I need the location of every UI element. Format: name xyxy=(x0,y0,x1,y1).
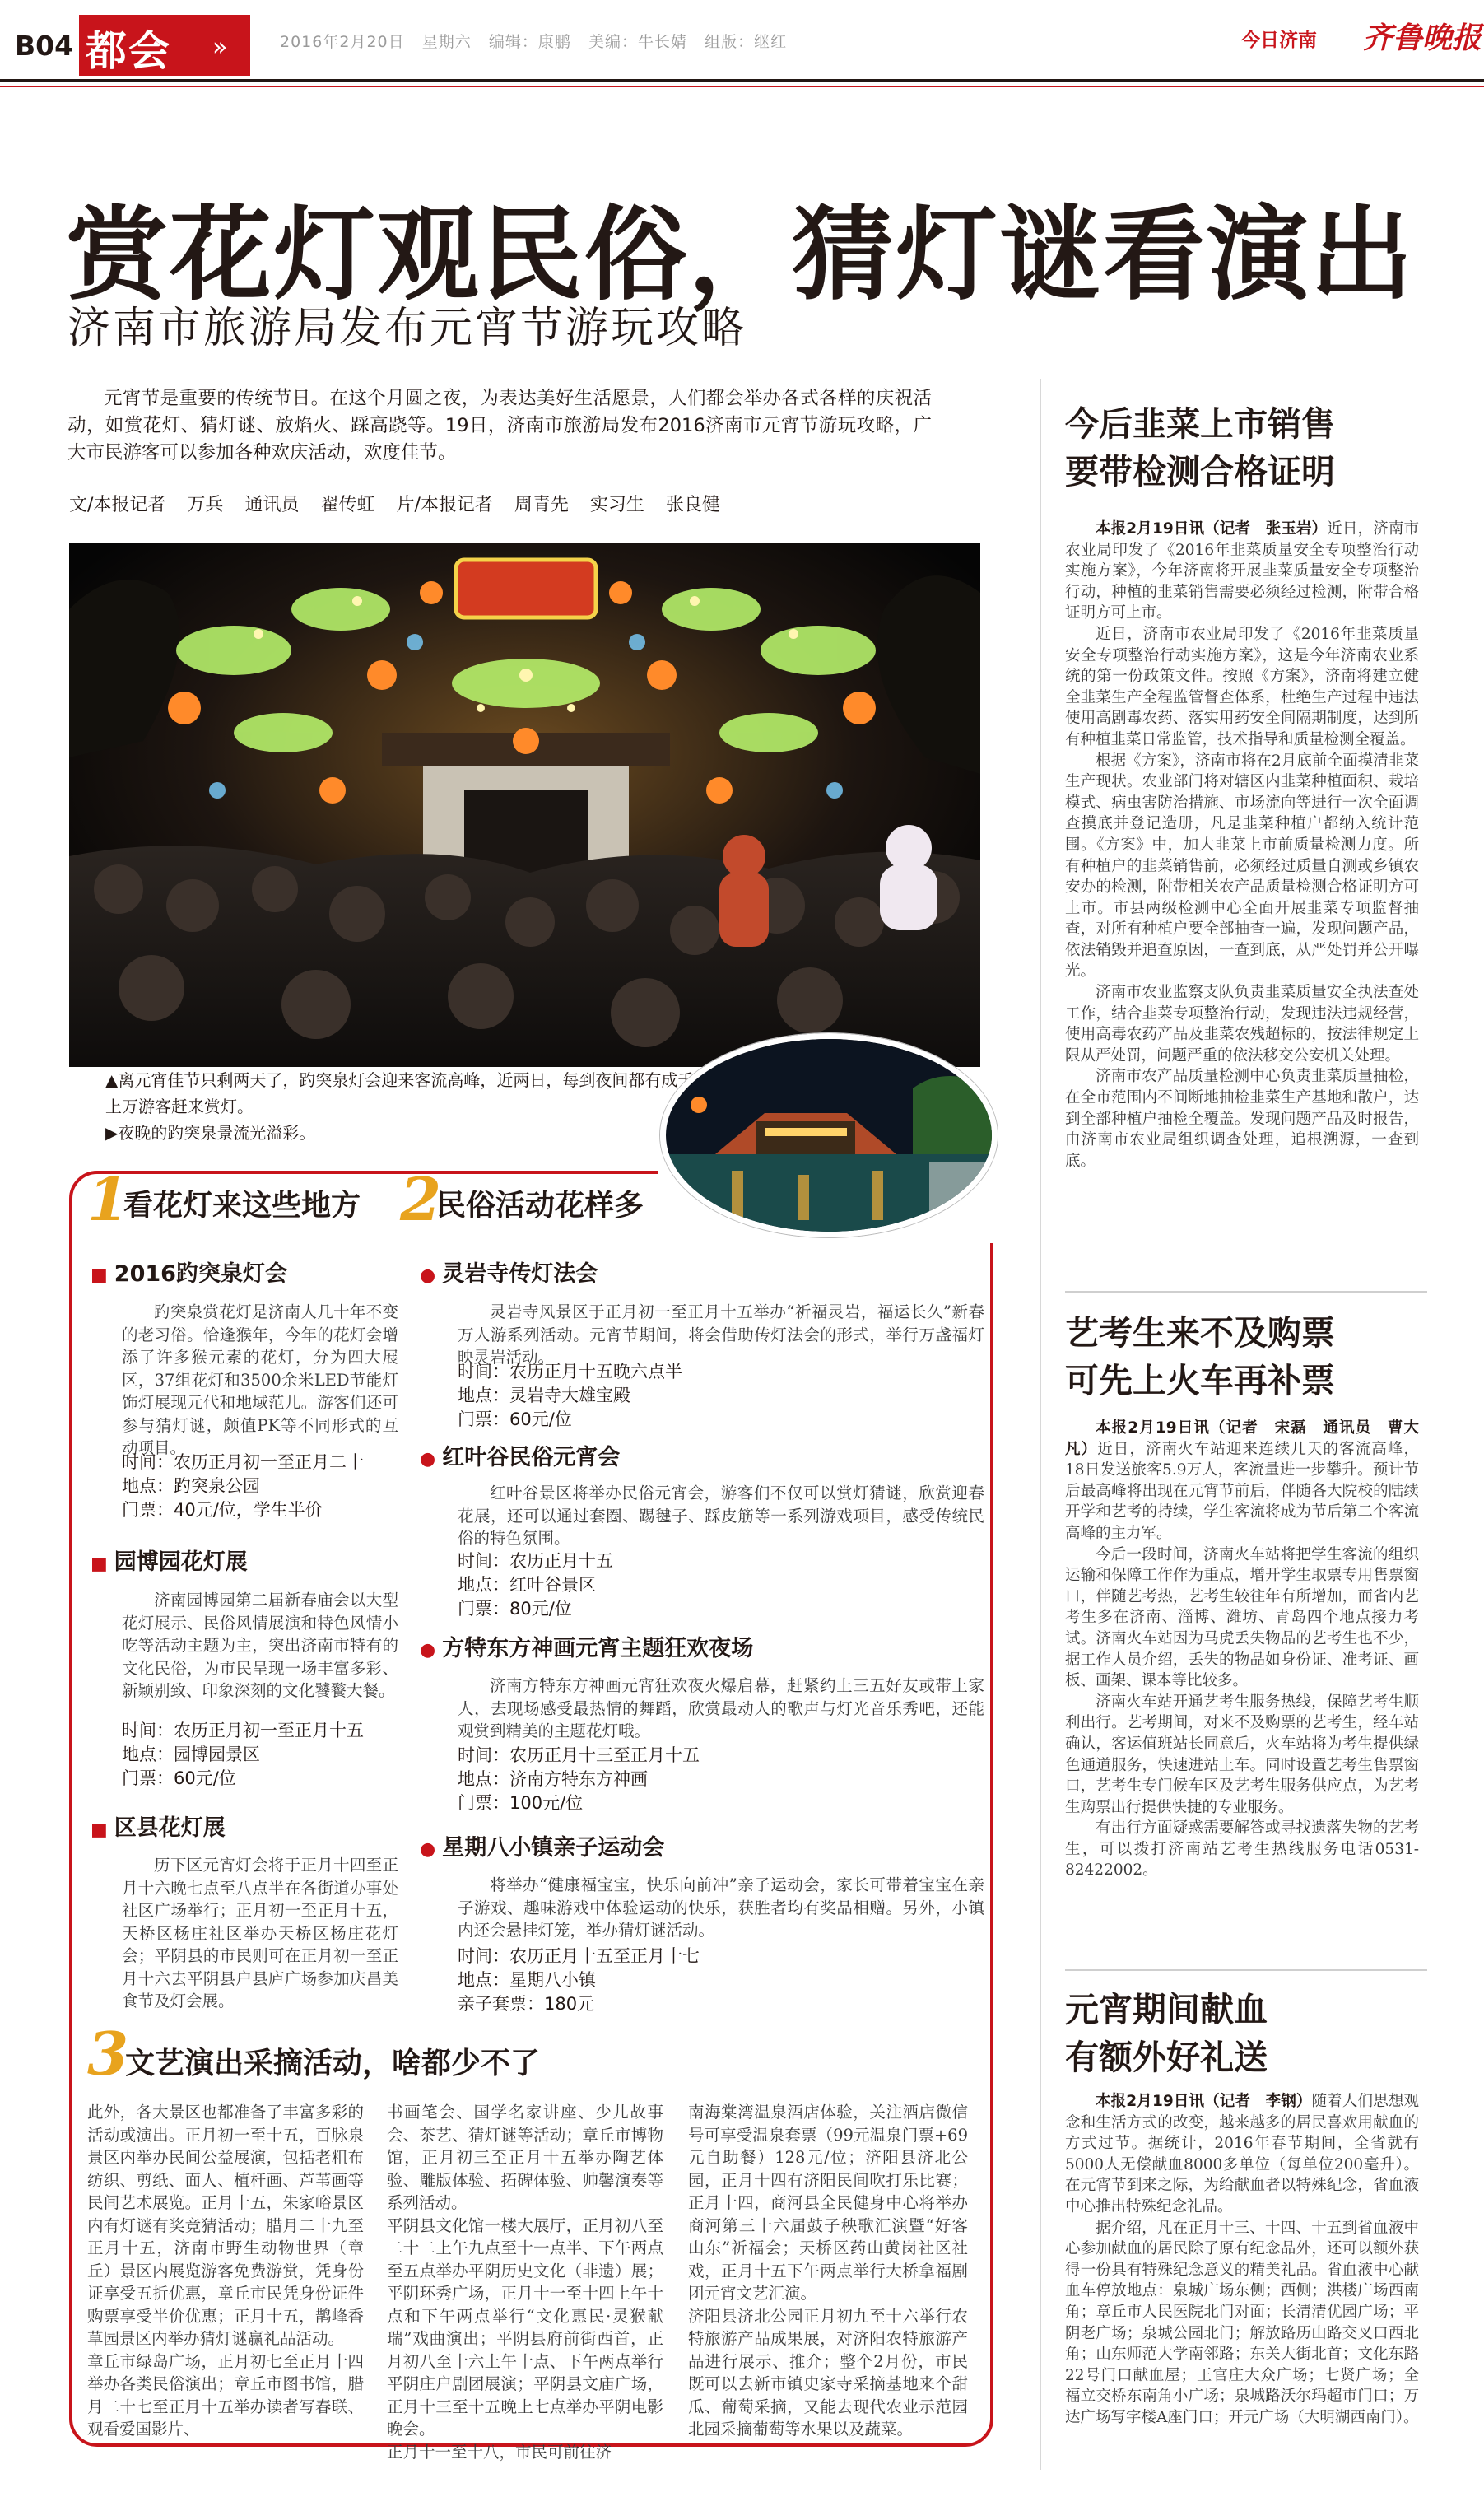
item-ticket: 门票：100元/位 xyxy=(458,1793,584,1813)
item-title-text: 红叶谷民俗元宵会 xyxy=(442,1445,621,1470)
section-number: 1 xyxy=(87,1164,129,1234)
title-line: 元宵期间献血 xyxy=(1065,1990,1268,2029)
item-body-text: 将举办“健康福宝宝，快乐向前冲”亲子运动会，家长可带着宝宝在亲子游戏、趣味游戏中体验运动的快乐，获胜者均有奖品相赠。另外，小镇内还会悬挂灯笼，举办猜灯谜活动。 xyxy=(458,1875,984,1940)
item-body xyxy=(458,1301,984,1369)
headline: 赏花灯观民俗，猜灯谜看演出 xyxy=(66,196,1415,314)
item-body-text: 济南园博园第二届新春庙会以大型花灯展示、民俗风情展演和特色风情小吃等活动主题为主，突出济南市特有的文化民俗，为市民呈现一场丰富多彩、新颖别致、印象深刻的文化饕餮大餐。 xyxy=(122,1591,398,1700)
item-title-text: 方特东方神画元宵主题狂欢夜场 xyxy=(442,1636,754,1661)
right-story-1-title xyxy=(1065,400,1335,496)
paragraph: 济南市农产品质量检测中心负责韭菜质量抽检，在全市范围内不间断地抽检韭菜生产基地和散户，达到全部种植户抽检全覆盖。发现问题产品及时报告，由济南市农业局组织调查处理，追根溯源，一查到底。 xyxy=(1065,1068,1419,1170)
header-rule xyxy=(0,79,1484,82)
right-story-3-body xyxy=(1065,2091,1419,2429)
item-title xyxy=(420,1630,753,1662)
paragraph: 随着人们思想观念和生活方式的改变，越来越多的居民喜欢用献血的方式过节。据统计，2016年春节期间，全省就有5000人无偿献血8000多单位（每单位200毫升）。在元宵节到来之际，为给献血者以特殊纪念，省血液中心推出特殊纪念礼品。 xyxy=(1065,2093,1419,2215)
item-body-text: 历下区元宵灯会将于正月十四至正月十六晚七点至八点半在各街道办事处社区广场举行；正月初一至正月十五，天桥区杨庄社区举办天桥区杨庄花灯会；平阴县的市民则可在正月初一至正月十六去平阴县户县庐广场参加庆昌美食节及灯会展。 xyxy=(122,1856,398,2010)
paragraph: 今后一段时间，济南火车站将把学生客流的组织运输和保障工作作为重点，增开学生取票专用售票窗口，伴随艺考热，艺考生较往年有所增加，而省内艺考生多在济南、淄博、潍坊、青岛四个地点接力考试。济南火车站因为马虎丢失物品的艺考生也不少，据工作人员介绍，丢失的物品如身份证、准考证、画板、画架、课本等比较多。 xyxy=(1065,1545,1419,1690)
byline-part: 文/本报记者 xyxy=(69,495,166,515)
item-details xyxy=(458,1945,700,2016)
section-title: 民俗活动花样多 xyxy=(436,1189,644,1223)
item-body xyxy=(458,1874,984,1942)
item-body xyxy=(122,1854,398,2013)
item-title-text: 星期八小镇亲子运动会 xyxy=(442,1835,665,1861)
dot-bullet-icon: ● xyxy=(420,1640,436,1661)
item-place: 地点：红叶谷景区 xyxy=(458,1575,596,1595)
title-line: 要带检测合格证明 xyxy=(1065,452,1335,491)
square-bullet-icon: ■ xyxy=(91,1554,108,1574)
inset-caption: ▶夜晚的趵突泉景流光溢彩。 xyxy=(105,1123,316,1143)
item-title xyxy=(91,1544,248,1576)
issue-date: 2016年2月20日 xyxy=(280,33,405,51)
baotu-spring-night-photo xyxy=(660,1033,998,1237)
section3-col-1: 此外，各大景区也都准备了丰富多彩的活动或演出。正月初一至十五，百脉泉景区内举办民间公益展演，包括老粗布纺织、剪纸、面人、植杆画、芦苇画等民间艺术展览。正月十五，朱家峪景区内有灯谜有奖竞猜活动；腊月二十九至正月十五，济南市野生动物世界（章丘）景区内展览游客免费游赏，凭身份证享受五折优惠，章丘市民凭身份证件购票享受半价优惠；正月十五，鹊峰香草园景区内举办猜灯谜赢礼品活动。 章丘市绿岛广场，正月初七至正月十四举办各类民俗演出；章丘市图书馆，腊月二十七至正月十五举办读者写春联、观看爱国影片、 xyxy=(87,2103,364,2439)
section-number: 3 xyxy=(87,2019,129,2089)
right-story-2-title xyxy=(1065,1309,1335,1405)
item-time: 时间：农历正月初一至正月十五 xyxy=(122,1721,364,1740)
title-line: 有额外好礼送 xyxy=(1065,2038,1268,2077)
item-title-text: 2016趵突泉灯会 xyxy=(114,1261,287,1287)
item-body-text: 红叶谷景区将举办民俗元宵会，游客们不仅可以赏灯猜谜，欣赏迎春花展，还可以通过套圈、踢毽子、踩皮筋等一系列游戏项目，感受传统民俗的特色氛围。 xyxy=(458,1484,984,1548)
issue-layout: 组版：继红 xyxy=(705,33,788,51)
item-title xyxy=(420,1256,598,1288)
double-chevron-icon: » xyxy=(212,33,228,62)
item-title xyxy=(420,1439,620,1471)
story-separator xyxy=(1065,1291,1427,1293)
item-time: 时间：农历正月初一至正月二十 xyxy=(122,1452,364,1472)
story-separator xyxy=(1065,1969,1427,1971)
subheadline: 济南市旅游局发布元宵节游玩攻略 xyxy=(67,304,747,353)
item-details xyxy=(122,1451,364,1522)
section-title: 文艺演出采摘活动，啥都少不了 xyxy=(125,2047,541,2080)
item-time: 时间：农历正月十五至正月十七 xyxy=(458,1946,700,1966)
issue-editor: 编辑：康鹏 xyxy=(488,33,571,51)
item-body xyxy=(458,1482,984,1550)
item-title-text: 园博园花灯展 xyxy=(114,1549,248,1575)
byline-part: 万兵 xyxy=(187,495,224,515)
section-title: 看花灯来这些地方 xyxy=(123,1189,361,1223)
lantern-festival-photo xyxy=(69,543,980,1067)
item-details xyxy=(458,1549,613,1621)
item-place: 地点：济南方特东方神画 xyxy=(458,1769,648,1789)
dateline: 本报2月19日讯（记者 宋磊 通讯员 曹大凡） xyxy=(1065,1419,1419,1458)
column-rule xyxy=(1040,379,1041,2470)
right-story-3-title xyxy=(1065,1986,1268,2081)
right-story-1-body xyxy=(1065,519,1419,1172)
paragraph: 有出行方面疑惑需要解答或寻找遗落失物的艺考生，可以拨打济南站艺考生热线服务电话0531-82422002。 xyxy=(1065,1819,1419,1880)
issue-meta xyxy=(280,30,787,52)
dateline: 本报2月19日讯（记者 李钢） xyxy=(1096,2093,1312,2110)
item-details xyxy=(458,1360,682,1432)
column-name: 今日济南 xyxy=(1241,30,1317,51)
byline-part: 翟传虹 xyxy=(320,495,375,515)
paragraph: 济南市农业监察支队负责韭菜质量安全执法查处工作，结合韭菜专项整治行动，发现违法违规经营，使用高毒农药产品及韭菜农残超标的，按法律规定上限从严处罚，问题严重的依法移交公安机关处理。 xyxy=(1065,984,1419,1064)
item-body xyxy=(122,1301,398,1460)
paragraph: 根据《方案》，济南市将在2月底前全面摸清韭菜生产现状。农业部门将对辖区内韭菜种植面积、栽培模式、病虫害防治措施、市场流向等进行一次全面调查摸底并登记造册，凡是韭菜种植户都纳入统计范围。《方案》中，加大韭菜上市前质量检测力度。所有种植户的韭菜销售前，必须经过质量自测或乡镇农安办的检测，附带相关农产品质量检测合格证明方可上市。市县两级检测中心全面开展韭菜专项监督抽查，对所有种植户要全部抽查一遍，发现问题产品，依法销毁并追查原因，一查到底，从严处罚并公开曝光。 xyxy=(1065,752,1419,981)
item-place: 地点：灵岩寺大雄宝殿 xyxy=(458,1386,630,1405)
item-title-text: 灵岩寺传灯法会 xyxy=(442,1261,598,1287)
byline-part: 周青先 xyxy=(514,495,569,515)
item-time: 时间：农历正月十五晚六点半 xyxy=(458,1362,682,1381)
lantern-festival-illustration xyxy=(69,543,980,1067)
item-title-text: 区县花灯展 xyxy=(114,1815,226,1841)
square-bullet-icon: ■ xyxy=(91,1265,108,1286)
item-body xyxy=(458,1675,984,1743)
item-title xyxy=(420,1829,664,1861)
item-title xyxy=(91,1256,287,1288)
item-time: 时间：农历正月十三至正月十五 xyxy=(458,1745,700,1765)
photo-caption: ▲离元宵佳节只剩两天了，趵突泉灯会迎来客流高峰，近两日，每到夜间都有成千上万游客赶来赏灯。 xyxy=(105,1070,695,1116)
square-bullet-icon: ■ xyxy=(91,1819,108,1840)
page-number: B04 xyxy=(15,30,74,62)
byline-part: 张良健 xyxy=(665,495,720,515)
paragraph: 济南火车站开通艺考生服务热线，保障艺考生顺利出行。艺考期间，对来不及购票的艺考生，经车站确认，客运值班站长同意后，火车站将为考生提供绿色通道服务，快速进站上车。同时设置艺考生售票窗口，艺考生专门候车区及艺考生服务供应点，为艺考生购票出行提供快捷的专业服务。 xyxy=(1065,1693,1419,1816)
title-line: 今后韭菜上市销售 xyxy=(1065,404,1335,444)
dot-bullet-icon: ● xyxy=(420,1449,436,1470)
item-body xyxy=(122,1589,398,1703)
paragraph: 近日，济南市农业局印发了《2016年韭菜质量安全专项整治行动实施方案》，这是今年济南农业系统的第一份政策文件。按照《方案》，济南将建立健全韭菜生产全程监管督查体系，杜绝生产过程中违法使用高剧毒农药、落实用药安全间隔期制度，达到所有种植韭菜日常监管，技术指导和质量检测全覆盖。 xyxy=(1065,625,1419,748)
item-body-text: 灵岩寺风景区于正月初一至正月十五举办“祈福灵岩，福运长久”新春万人游系列活动。元宵节期间，将会借助传灯法会的形式，举行万盏福灯映灵岩活动。 xyxy=(458,1302,984,1367)
item-place: 地点：趵突泉公园 xyxy=(122,1476,260,1496)
byline-part: 实习生 xyxy=(589,495,644,515)
byline-part: 片/本报记者 xyxy=(396,495,493,515)
item-details xyxy=(122,1719,364,1791)
title-line: 可先上火车再补票 xyxy=(1065,1361,1335,1400)
right-story-2-body xyxy=(1065,1418,1419,1881)
lead-paragraph: 元宵节是重要的传统节日。在这个月圆之夜，为表达美好生活愿景，人们都会举办各式各样的庆祝活动，如赏花灯、猜灯谜、放焰火、踩高跷等。19日，济南市旅游局发布2016济南市元宵节游玩攻略，广大市民游客可以参加各种欢庆活动，欢度佳节。 xyxy=(67,388,932,464)
item-place: 地点：星期八小镇 xyxy=(458,1970,596,1990)
issue-art: 美编：牛长婧 xyxy=(588,33,688,51)
title-line: 艺考生来不及购票 xyxy=(1065,1313,1335,1353)
item-title xyxy=(91,1810,226,1842)
issue-weekday: 星期六 xyxy=(421,33,472,51)
item-time: 时间：农历正月十五 xyxy=(458,1551,613,1571)
dot-bullet-icon: ● xyxy=(420,1839,436,1860)
item-ticket: 门票：80元/位 xyxy=(458,1599,572,1619)
dateline: 本报2月19日讯（记者 张玉岩） xyxy=(1096,520,1328,538)
header-rule-red xyxy=(0,86,1484,87)
newspaper-logo: 齐鲁晚报 xyxy=(1363,21,1482,55)
paragraph: 据介绍，凡在正月十三、十四、十五到省血液中心参加献血的居民除了原有纪念品外，还可以额外获得一份具有特殊纪念意义的精美礼品。省血液中心献血车停放地点：泉城广场东侧；西侧；洪楼广场西南角；章丘市人民医院北门对面；长清清优园广场；平阴老广场；泉城公园北门；解放路历山路交叉口西北角；山东师范大学南邻路；东关大街北首；文化东路22号门口献血屋；王官庄大众广场；七贤广场；全福立交桥东南角小广场；泉城路沃尔玛超市门口；万达广场写字楼A座门口；开元广场（大明湖西南门）。 xyxy=(1065,2219,1419,2426)
item-ticket: 门票：40元/位，学生半价 xyxy=(122,1500,323,1520)
byline xyxy=(69,491,742,516)
spring-night-illustration xyxy=(666,1039,998,1237)
item-body-text: 济南方特东方神画元宵狂欢夜火爆启幕，赶紧约上三五好友或带上家人，去现场感受最热情的舞蹈，欣赏最动人的歌声与灯光音乐秀吧，还能观赏到精美的主题花灯哦。 xyxy=(458,1676,984,1740)
paragraph: 近日，济南火车站迎来连续几天的客流高峰，18日发送旅客5.9万人，客流量进一步攀升。预计节后最高峰将出现在元宵节前后，伴随各大院校的陆续开学和艺考的持续，学生客流将成为节后第二个客流高峰的主力军。 xyxy=(1065,1440,1419,1542)
section3-col-2: 书画笔会、国学名家讲座、少儿故事会、茶艺、猜灯谜等活动；章丘市博物馆，正月初三至正月十五举办陶艺体验、雕版体验、拓碑体验、帅馨演奏等系列活动。 平阴县文化馆一楼大展厅，正月初八至二十二上午九点至十一点半、下午两点至五点举办平阴历史文化（非遗）展；平阴环秀广场，正月十一至十四上午十点和下午两点举行“文化惠民·灵猴献瑞”戏曲演出；平阴县府前街西首，正月初八至十六上午十点、下午两点举行平阴庄户剧团展演；平阴县文庙广场，正月十三至十五晚上七点举办平阴电影晚会。 正月十一至十八，市民可前往济 xyxy=(387,2103,663,2462)
item-body-text: 趵突泉赏花灯是济南人几十年不变的老习俗。恰逢猴年，今年的花灯会增添了许多猴元素的花灯，分为四大展区，37组花灯和3500余米LED节能灯饰灯展现元代和地域范儿。游客们还可参与猜灯谜，颇值PK等不同形式的互动项目。 xyxy=(122,1302,398,1457)
item-ticket: 门票：60元/位 xyxy=(458,1409,572,1429)
section3-col-3: 南海棠湾温泉酒店体验，关注酒店微信号可享受温泉套票（99元温泉门票+69元自助餐）128元/位；济阳县济北公园，正月十四有济阳民间吹打乐比赛；正月十四，商河县全民健身中心将举办商河第三十六届鼓子秧歌汇演暨“好客山东”祈福会；天桥区药山黄岗社区社戏，正月十五下午两点举行大桥拿福剧团元宵文艺汇演。 济阳县济北公园正月初九至十六举行农特旅游产品成果展，对济阳农特旅游产品进行展示、推介；整个2月份，市民既可以去新市镇史家寺采摘基地来个甜瓜、葡萄采摘，又能去现代农业示范园北园采摘葡萄等水果以及蔬菜。 xyxy=(688,2103,968,2439)
item-ticket: 门票：60元/位 xyxy=(122,1768,236,1788)
paragraph: 近日，济南市农业局印发了《2016年韭菜质量安全专项整治行动实施方案》，今年济南将开展韭菜质量安全专项整治行动，种植的韭菜销售需要必须经过检测，附带合格证明方可上市。 xyxy=(1065,520,1419,622)
section-label: 都会 xyxy=(86,27,171,75)
item-details xyxy=(458,1744,700,1815)
item-ticket: 亲子套票：180元 xyxy=(458,1994,595,2014)
byline-part: 通讯员 xyxy=(244,495,300,515)
item-place: 地点：园博园景区 xyxy=(122,1745,260,1764)
dot-bullet-icon: ● xyxy=(420,1265,436,1286)
section-number: 2 xyxy=(400,1164,442,1234)
